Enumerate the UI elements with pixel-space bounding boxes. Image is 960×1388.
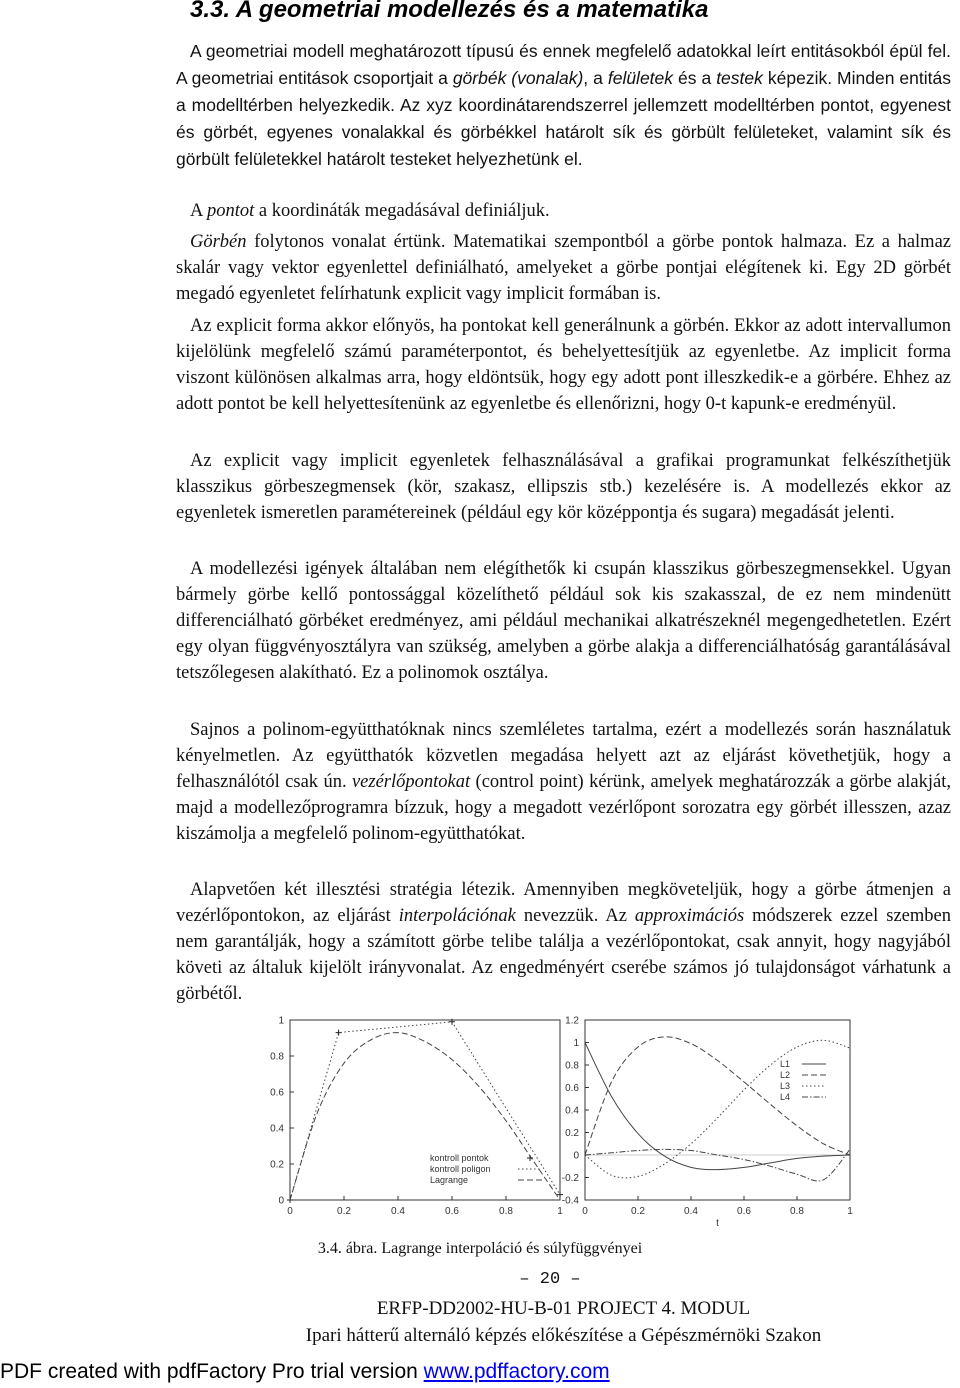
pdf-notice [0, 1360, 610, 1384]
right-y-tick-label: 1 [573, 1038, 579, 1049]
pdf-link[interactable]: www.pdffactory.com [423, 1360, 610, 1383]
intro-term-curves: görbék (vonalak) [452, 68, 584, 88]
right-y-tick-label: 0.6 [565, 1083, 579, 1094]
right-series-l1 [585, 1043, 850, 1170]
right-x-tick-label: 1 [847, 1206, 853, 1217]
paragraph-classic [176, 448, 951, 526]
right-series-l4 [585, 1149, 850, 1181]
left-x-tick-label: 0.4 [391, 1206, 405, 1217]
figure-svg [250, 1008, 960, 1233]
control-text-a: Sajnos a polinom-együtthatóknak nincs szemléletes tartalma, ezért a modellezés során használatuk kényelmetlen. Az együtthatók közvetlen megadása helyett azt az eljárást követhetjük, hogy a felhasználótól csak ún. [176, 720, 951, 792]
right-y-tick-label: -0.2 [561, 1173, 579, 1184]
right-x-axis-label: t [716, 1218, 719, 1229]
paragraph-curve [176, 229, 951, 307]
right-y-tick-label: 0.4 [565, 1105, 579, 1117]
left-plot-frame [290, 1020, 560, 1200]
left-x-tick-label: 0.2 [337, 1206, 351, 1217]
right-x-tick-label: 0.8 [790, 1206, 804, 1217]
left-x-tick-label: 0.8 [499, 1206, 513, 1217]
curve-term: Görbén [190, 232, 247, 252]
control-text-c: (control point) kérünk, amelyek meghatározzák a görbe alakját, majd a modellezőprogramra bízzuk, hogy a megadott vezérlőpont sorozatra egy görbét illesszen, azaz kiszámolja a megfelelő polinom-együtthatókat. [176, 772, 951, 844]
section-heading: 3.3. A geometriai modellezés és a matematika [190, 0, 709, 23]
right-y-tick-label: 1.2 [565, 1015, 579, 1027]
left-legend-swatch [527, 1155, 533, 1161]
left-y-tick-label: 0.8 [270, 1051, 284, 1063]
curve-text: folytonos vonalat értünk. Matematikai szempontból a görbe pontok halmaza. Ez a halmaz skalár vagy vektor egyenlettel definiálható, amelyeket a görbe pontjai elégítenek ki. Egy 2D görbét megadó egyenletet felírhatunk explicit vagy implicit formában is. [176, 232, 951, 304]
right-legend-label: L1 [780, 1059, 791, 1069]
right-y-tick-label: -0.4 [561, 1195, 579, 1207]
paragraph-explicit [176, 313, 951, 417]
intro-text-a: A geometriai modell meghatározott típusú és ennek megfelelő adatokkal leírt entitásokból épül fel. A geometriai entitások csoportjait a [176, 41, 951, 88]
point-text-c: a koordináták megadásával definiáljuk. [254, 201, 550, 221]
paragraph-point [176, 198, 951, 224]
left-legend-label: kontroll poligon [430, 1164, 491, 1174]
right-x-tick-label: 0 [582, 1206, 588, 1217]
explicit-text: Az explicit forma akkor előnyös, ha pontokat kell generálnunk a görbén. Ekkor az adott intervallumon kijelölünk megfelelő számú paraméterpontot, és behelyettesítjük az egyenletbe. Az implicit forma viszont különösen alkalmas arra, hogy eldöntsük, hogy egy adott pont illeszkedik-e a görbére. Ehhez az adott pontot be kell helyettesítenünk az egyenletbe és ellenőrizni, hogy 0-t kapunk-e eredményül. [176, 316, 951, 414]
left-series-kontroll-poligon [290, 1022, 560, 1200]
intro-term-surfaces: felületek [607, 68, 674, 88]
right-y-tick-label: 0 [573, 1150, 579, 1162]
paragraph-intro [176, 38, 951, 173]
right-y-tick-label: 0.8 [565, 1060, 579, 1072]
point-text-a: A [190, 201, 207, 221]
left-y-tick-label: 0 [278, 1195, 284, 1207]
left-y-tick-label: 1 [278, 1015, 284, 1027]
interpolation-term: interpolációnak [398, 906, 516, 926]
left-x-tick-label: 0.6 [445, 1206, 459, 1217]
right-y-tick-label: 0.2 [565, 1128, 579, 1139]
right-plot-frame [585, 1020, 850, 1200]
left-x-tick-label: 0 [287, 1206, 293, 1217]
polynomial-text: A modellezési igények általában nem elégíthetők ki csupán klasszikus görbeszegmensekkel. Ugyan bármely görbe kellő pontossággal közelíthető például sok kis szakasszal, de ez nem mindenütt differenciálható görbéket eredményez, ami például mechanikai alkatrészeknél megengedhetetlen. Ezért egy olyan függvényosztályra van szükség, amelyben a görbe alakja a differenciálhatóság garantálásával tetszőlegesen alakítható. Ez a polinomok osztálya. [176, 559, 951, 683]
left-legend-label: Lagrange [430, 1175, 469, 1185]
figure-lagrange [250, 1008, 960, 1233]
control-term: vezérlőpontokat [351, 772, 471, 792]
left-x-tick-label: 1 [557, 1206, 563, 1217]
left-series-lagrange [290, 1033, 560, 1200]
right-legend-label: L2 [780, 1070, 791, 1080]
right-legend-label: L4 [780, 1092, 791, 1102]
page-number: – 20 – [519, 1270, 581, 1289]
footer-project: ERFP-DD2002-HU-B-01 PROJECT 4. MODUL [376, 1298, 751, 1319]
left-legend-label: kontroll pontok [430, 1153, 489, 1163]
strategy-text-a: Alapvetően két illesztési stratégia létezik. Amennyiben megköveteljük, hogy a görbe átmenjen a vezérlőpontokon, az eljárást [176, 880, 951, 926]
point-term: pontot [206, 201, 255, 221]
left-y-tick-label: 0.4 [270, 1123, 284, 1135]
strategy-text-c: nevezzük. Az [515, 906, 635, 926]
paragraph-polynomial [176, 556, 951, 686]
paragraph-control-points [176, 717, 951, 847]
left-y-tick-label: 0.6 [270, 1087, 284, 1099]
right-legend-label: L3 [780, 1081, 791, 1091]
figure-caption: 3.4. ábra. Lagrange interpoláció és súlyfüggvényei [317, 1240, 643, 1257]
intro-term-solids: testek [716, 68, 763, 88]
intro-text-e: és a [673, 68, 717, 88]
strategy-text-e: módszerek ezzel szemben nem garantálják, hogy a számított görbe telibe találja a vezérlőpontokat, csak annyit, hogy nagyjából követi az általuk kijelölt irányvonalat. Az engedményért cserébe számos jó tulajdonságot várhatunk a görbétől. [176, 906, 951, 1004]
classic-text: Az explicit vagy implicit egyenletek felhasználásával a grafikai programunkat felkészíthetjük klasszikus görbeszegmensek (kör, szakasz, ellipszis stb.) kezelésére is. A modellezés ekkor az egyenletek ismeretlen paramétereinek (például egy kör középpontja és sugara) megadását jelenti. [176, 451, 951, 523]
paragraph-strategies [176, 877, 951, 1007]
intro-text-c: , a [583, 68, 608, 88]
right-x-tick-label: 0.2 [631, 1206, 645, 1217]
intro-text-g: képezik. Minden entitás a modelltérben helyezkedik. Az xyz koordinátarendszerrel jellemzett modelltérben pontot, egyenest és görbét, egyenes vonalakkal és görbékkel határolt sík és görbült felületeket, valamint sík és görbült felületekkel határolt testeket helyezhetünk el. [176, 68, 951, 169]
left-y-tick-label: 0.2 [270, 1159, 284, 1171]
pdf-notice-text: PDF created with pdfFactory Pro trial version [0, 1360, 424, 1383]
footer-training: Ipari hátterű alternáló képzés előkészítése a Gépészmérnöki Szakon [305, 1325, 822, 1346]
right-x-tick-label: 0.6 [737, 1206, 751, 1217]
approximation-term: approximációs [634, 906, 745, 926]
right-x-tick-label: 0.4 [684, 1206, 698, 1217]
right-series-l2 [585, 1037, 850, 1155]
